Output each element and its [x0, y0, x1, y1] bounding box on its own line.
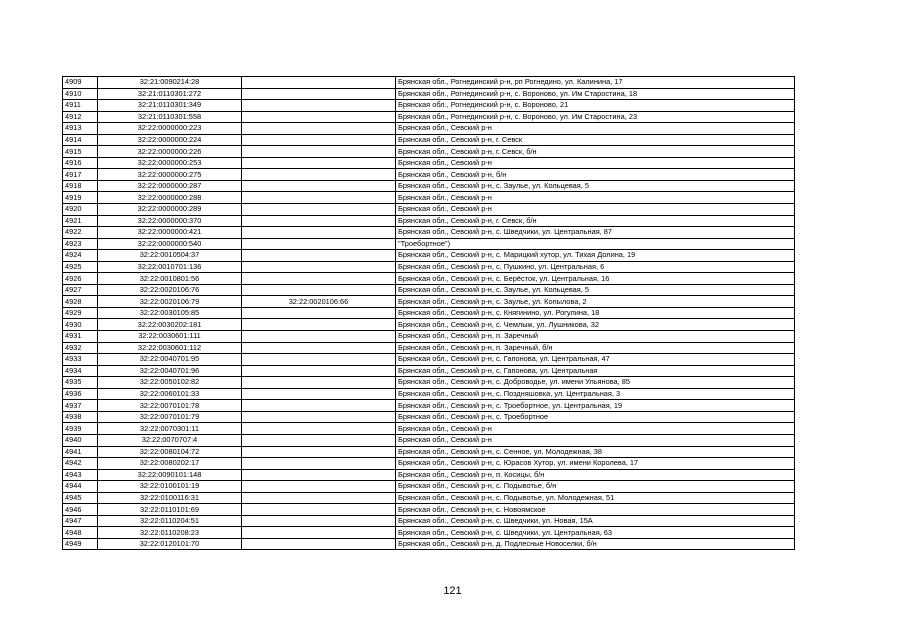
address-cell: Брянская обл., Севский р-н, с. Шведчики, ул. Новая, 15А: [396, 515, 795, 527]
address-cell: Брянская обл., Севский р-н: [396, 434, 795, 446]
row-number-cell: 4948: [63, 527, 98, 539]
cadastral-number-cell: 32:22:0070101:78: [98, 400, 242, 412]
table-row: [63, 77, 795, 89]
cadastral-number-cell: 32:22:0010701:136: [98, 261, 242, 273]
row-number-cell: 4911: [63, 100, 98, 112]
previous-cadastral-number-cell: [242, 342, 396, 354]
table-row: [63, 307, 795, 319]
previous-cadastral-number-cell: [242, 204, 396, 216]
table-row: [63, 146, 795, 158]
table-row: [63, 481, 795, 493]
cadastral-number-cell: 32:22:0000000:223: [98, 123, 242, 135]
table-row: [63, 192, 795, 204]
previous-cadastral-number-cell: [242, 388, 396, 400]
cadastral-number-cell: 32:22:0000000:275: [98, 169, 242, 181]
row-number-cell: 4921: [63, 215, 98, 227]
table-row: [63, 342, 795, 354]
row-number-cell: 4920: [63, 204, 98, 216]
row-number-cell: 4927: [63, 284, 98, 296]
row-number-cell: 4938: [63, 411, 98, 423]
cadastral-number-cell: 32:22:0030601:112: [98, 342, 242, 354]
address-cell: Брянская обл., Севский р-н, с. Подывотье, б/н: [396, 481, 795, 493]
previous-cadastral-number-cell: [242, 215, 396, 227]
table-row: [63, 515, 795, 527]
cadastral-number-cell: 32:22:0000000:288: [98, 192, 242, 204]
address-cell: Брянская обл., Севский р-н, п. Заречный: [396, 331, 795, 343]
row-number-cell: 4940: [63, 434, 98, 446]
table-row: [63, 100, 795, 112]
address-cell: Брянская обл., Севский р-н, г. Севск, б/н: [396, 215, 795, 227]
row-number-cell: 4934: [63, 365, 98, 377]
row-number-cell: 4925: [63, 261, 98, 273]
previous-cadastral-number-cell: [242, 331, 396, 343]
row-number-cell: 4942: [63, 458, 98, 470]
previous-cadastral-number-cell: [242, 238, 396, 250]
previous-cadastral-number-cell: [242, 146, 396, 158]
row-number-cell: 4937: [63, 400, 98, 412]
address-cell: Брянская обл., Севский р-н, с. Шведчики, ул. Центральная, 87: [396, 227, 795, 239]
table-row: [63, 331, 795, 343]
previous-cadastral-number-cell: [242, 261, 396, 273]
row-number-cell: 4947: [63, 515, 98, 527]
table-row: [63, 388, 795, 400]
previous-cadastral-number-cell: [242, 307, 396, 319]
previous-cadastral-number-cell: [242, 423, 396, 435]
address-cell: Брянская обл., Севский р-н, с. Пушкино, ул. Центральная, 6: [396, 261, 795, 273]
cadastral-number-cell: 32:22:0080104:72: [98, 446, 242, 458]
row-number-cell: 4915: [63, 146, 98, 158]
cadastral-number-cell: 32:22:0010504:37: [98, 250, 242, 262]
row-number-cell: 4941: [63, 446, 98, 458]
previous-cadastral-number-cell: [242, 504, 396, 516]
previous-cadastral-number-cell: [242, 169, 396, 181]
cadastral-number-cell: 32:22:0070101:79: [98, 411, 242, 423]
row-number-cell: 4928: [63, 296, 98, 308]
cadastral-number-cell: 32:22:0020106:79: [98, 296, 242, 308]
cadastral-number-cell: 32:22:0070707:4: [98, 434, 242, 446]
cadastral-number-cell: 32:22:0020106:76: [98, 284, 242, 296]
row-number-cell: 4933: [63, 354, 98, 366]
cadastral-number-cell: 32:21:0110301:349: [98, 100, 242, 112]
address-cell: Брянская обл., Севский р-н, с. Троебортное: [396, 411, 795, 423]
cadastral-number-cell: 32:22:0030601:111: [98, 331, 242, 343]
cadastral-number-cell: 32:22:0000000:421: [98, 227, 242, 239]
row-number-cell: 4924: [63, 250, 98, 262]
previous-cadastral-number-cell: [242, 88, 396, 100]
row-number-cell: 4935: [63, 377, 98, 389]
previous-cadastral-number-cell: [242, 354, 396, 366]
table-row: [63, 434, 795, 446]
row-number-cell: 4932: [63, 342, 98, 354]
previous-cadastral-number-cell: [242, 134, 396, 146]
address-cell: Брянская обл., Севский р-н, с. Гапонова, ул. Центральная, 47: [396, 354, 795, 366]
address-cell: Брянская обл., Севский р-н, п. Косицы, б/н: [396, 469, 795, 481]
table-row: [63, 319, 795, 331]
cadastral-number-cell: 32:22:0000000:540: [98, 238, 242, 250]
previous-cadastral-number-cell: [242, 400, 396, 412]
registry-table: [62, 76, 795, 550]
table-row: [63, 504, 795, 516]
row-number-cell: 4944: [63, 481, 98, 493]
table-row: [63, 111, 795, 123]
row-number-cell: 4917: [63, 169, 98, 181]
table-row: [63, 134, 795, 146]
row-number-cell: 4930: [63, 319, 98, 331]
address-cell: Брянская обл., Севский р-н, с. Марицкий хутор, ул. Тихая Долина, 19: [396, 250, 795, 262]
table-row: [63, 446, 795, 458]
table-row: [63, 88, 795, 100]
previous-cadastral-number-cell: [242, 227, 396, 239]
table-row: [63, 469, 795, 481]
address-cell: Брянская обл., Севский р-н: [396, 157, 795, 169]
cadastral-number-cell: 32:22:0110204:51: [98, 515, 242, 527]
table-row: [63, 227, 795, 239]
address-cell: Брянская обл., Севский р-н: [396, 423, 795, 435]
previous-cadastral-number-cell: [242, 446, 396, 458]
address-cell: Брянская обл., Севский р-н, с. Заулье, ул. Копылова, 2: [396, 296, 795, 308]
previous-cadastral-number-cell: [242, 365, 396, 377]
cadastral-number-cell: 32:22:0120101:70: [98, 538, 242, 550]
address-cell: "Троебортное"): [396, 238, 795, 250]
row-number-cell: 4912: [63, 111, 98, 123]
table-row: [63, 284, 795, 296]
table-row: [63, 492, 795, 504]
registry-table-body: [63, 77, 795, 550]
table-row: [63, 354, 795, 366]
cadastral-number-cell: 32:22:0050102:82: [98, 377, 242, 389]
address-cell: Брянская обл., Севский р-н, д. Подлесные Новоселки, б/н: [396, 538, 795, 550]
cadastral-number-cell: 32:22:0000000:289: [98, 204, 242, 216]
cadastral-number-cell: 32:22:0000000:287: [98, 180, 242, 192]
cadastral-number-cell: 32:22:0100101:19: [98, 481, 242, 493]
table-row: [63, 261, 795, 273]
table-row: [63, 411, 795, 423]
address-cell: Брянская обл., Севский р-н: [396, 123, 795, 135]
table-row: [63, 215, 795, 227]
row-number-cell: 4914: [63, 134, 98, 146]
table-row: [63, 296, 795, 308]
row-number-cell: 4926: [63, 273, 98, 285]
row-number-cell: 4943: [63, 469, 98, 481]
previous-cadastral-number-cell: [242, 192, 396, 204]
address-cell: Брянская обл., Рогнединский р-н, с. Вороново, ул. Им Старостина, 18: [396, 88, 795, 100]
address-cell: Брянская обл., Севский р-н, с. Княгинино, ул. Рогулина, 18: [396, 307, 795, 319]
cadastral-number-cell: 32:22:0030105:85: [98, 307, 242, 319]
cadastral-number-cell: 32:22:0000000:224: [98, 134, 242, 146]
row-number-cell: 4923: [63, 238, 98, 250]
address-cell: Брянская обл., Севский р-н, с. Доброводье, ул. имени Ульянова, 85: [396, 377, 795, 389]
previous-cadastral-number-cell: [242, 469, 396, 481]
table-row: [63, 458, 795, 470]
table-row: [63, 377, 795, 389]
row-number-cell: 4946: [63, 504, 98, 516]
address-cell: Брянская обл., Севский р-н: [396, 204, 795, 216]
address-cell: Брянская обл., Севский р-н, с. Сенное, ул. Молодежная, 38: [396, 446, 795, 458]
cadastral-number-cell: 32:22:0000000:253: [98, 157, 242, 169]
previous-cadastral-number-cell: [242, 527, 396, 539]
previous-cadastral-number-cell: [242, 100, 396, 112]
address-cell: Брянская обл., Севский р-н, с. Шведчики, ул. Центральная, 63: [396, 527, 795, 539]
previous-cadastral-number-cell: [242, 411, 396, 423]
cadastral-number-cell: 32:22:0040701:95: [98, 354, 242, 366]
previous-cadastral-number-cell: [242, 458, 396, 470]
table-row: [63, 250, 795, 262]
address-cell: Брянская обл., Севский р-н, с. Подывотье, ул. Молодежная, 51: [396, 492, 795, 504]
cadastral-number-cell: 32:22:0060101:33: [98, 388, 242, 400]
previous-cadastral-number-cell: [242, 157, 396, 169]
address-cell: Брянская обл., Севский р-н, с. Заулье, ул. Кольцевая, 5: [396, 180, 795, 192]
cadastral-number-cell: 32:22:0110208:23: [98, 527, 242, 539]
previous-cadastral-number-cell: [242, 250, 396, 262]
address-cell: Брянская обл., Севский р-н, с. Поздняшовка, ул. Центральная, 3: [396, 388, 795, 400]
row-number-cell: 4945: [63, 492, 98, 504]
previous-cadastral-number-cell: [242, 180, 396, 192]
row-number-cell: 4949: [63, 538, 98, 550]
table-row: [63, 204, 795, 216]
table-row: [63, 423, 795, 435]
row-number-cell: 4909: [63, 77, 98, 89]
row-number-cell: 4922: [63, 227, 98, 239]
address-cell: Брянская обл., Севский р-н, б/н: [396, 169, 795, 181]
row-number-cell: 4910: [63, 88, 98, 100]
table-row: [63, 538, 795, 550]
table-row: [63, 400, 795, 412]
page-number: 121: [443, 585, 462, 597]
address-cell: Брянская обл., Севский р-н, с. Троебортное, ул. Центральная, 19: [396, 400, 795, 412]
address-cell: Брянская обл., Севский р-н, г. Севск: [396, 134, 795, 146]
cadastral-number-cell: 32:22:0010801:56: [98, 273, 242, 285]
cadastral-number-cell: 32:21:0110301:272: [98, 88, 242, 100]
address-cell: Брянская обл., Севский р-н, с. Заулье, ул. Кольцевая, 5: [396, 284, 795, 296]
previous-cadastral-number-cell: [242, 434, 396, 446]
cadastral-number-cell: 32:22:0030202:181: [98, 319, 242, 331]
table-row: [63, 238, 795, 250]
address-cell: Брянская обл., Севский р-н: [396, 192, 795, 204]
cadastral-number-cell: 32:22:0070301:11: [98, 423, 242, 435]
previous-cadastral-number-cell: [242, 284, 396, 296]
row-number-cell: 4931: [63, 331, 98, 343]
previous-cadastral-number-cell: [242, 123, 396, 135]
cadastral-number-cell: 32:22:0080202:17: [98, 458, 242, 470]
row-number-cell: 4918: [63, 180, 98, 192]
table-row: [63, 527, 795, 539]
row-number-cell: 4939: [63, 423, 98, 435]
previous-cadastral-number-cell: [242, 515, 396, 527]
address-cell: Брянская обл., Рогнединский р-н, рп Рогнедино, ул. Калинина, 17: [396, 77, 795, 89]
address-cell: Брянская обл., Севский р-н, с. Берёсток, ул. Центральная, 16: [396, 273, 795, 285]
row-number-cell: 4936: [63, 388, 98, 400]
row-number-cell: 4919: [63, 192, 98, 204]
previous-cadastral-number-cell: [242, 492, 396, 504]
cadastral-number-cell: 32:21:0110301:558: [98, 111, 242, 123]
address-cell: Брянская обл., Севский р-н, п. Заречный, б/н: [396, 342, 795, 354]
previous-cadastral-number-cell: [242, 273, 396, 285]
address-cell: Брянская обл., Рогнединский р-н, с. Вороново, 21: [396, 100, 795, 112]
row-number-cell: 4913: [63, 123, 98, 135]
row-number-cell: 4929: [63, 307, 98, 319]
previous-cadastral-number-cell: [242, 319, 396, 331]
address-cell: Брянская обл., Рогнединский р-н, с. Вороново, ул. Им Старостина, 23: [396, 111, 795, 123]
cadastral-number-cell: 32:22:0000000:370: [98, 215, 242, 227]
table-row: [63, 365, 795, 377]
cadastral-number-cell: 32:22:0100116:31: [98, 492, 242, 504]
previous-cadastral-number-cell: [242, 481, 396, 493]
table-row: [63, 180, 795, 192]
address-cell: Брянская обл., Севский р-н, с. Юрасов Хутор, ул. имени Королева, 17: [396, 458, 795, 470]
cadastral-number-cell: 32:22:0000000:226: [98, 146, 242, 158]
cadastral-number-cell: 32:21:0090214:28: [98, 77, 242, 89]
address-cell: Брянская обл., Севский р-н, г. Севск, б/н: [396, 146, 795, 158]
table-row: [63, 169, 795, 181]
row-number-cell: 4916: [63, 157, 98, 169]
cadastral-number-cell: 32:22:0110101:69: [98, 504, 242, 516]
previous-cadastral-number-cell: [242, 111, 396, 123]
previous-cadastral-number-cell: [242, 77, 396, 89]
previous-cadastral-number-cell: [242, 538, 396, 550]
cadastral-number-cell: 32:22:0040701:96: [98, 365, 242, 377]
address-cell: Брянская обл., Севский р-н, с. Чемлыж, ул. Лушникова, 32: [396, 319, 795, 331]
table-row: [63, 123, 795, 135]
previous-cadastral-number-cell: 32:22:0020106:66: [242, 296, 396, 308]
cadastral-number-cell: 32:22:0090101:148: [98, 469, 242, 481]
address-cell: Брянская обл., Севский р-н, с. Гапонова, ул. Центральная: [396, 365, 795, 377]
table-row: [63, 273, 795, 285]
address-cell: Брянская обл., Севский р-н, с. Новоямское: [396, 504, 795, 516]
table-row: [63, 157, 795, 169]
previous-cadastral-number-cell: [242, 377, 396, 389]
